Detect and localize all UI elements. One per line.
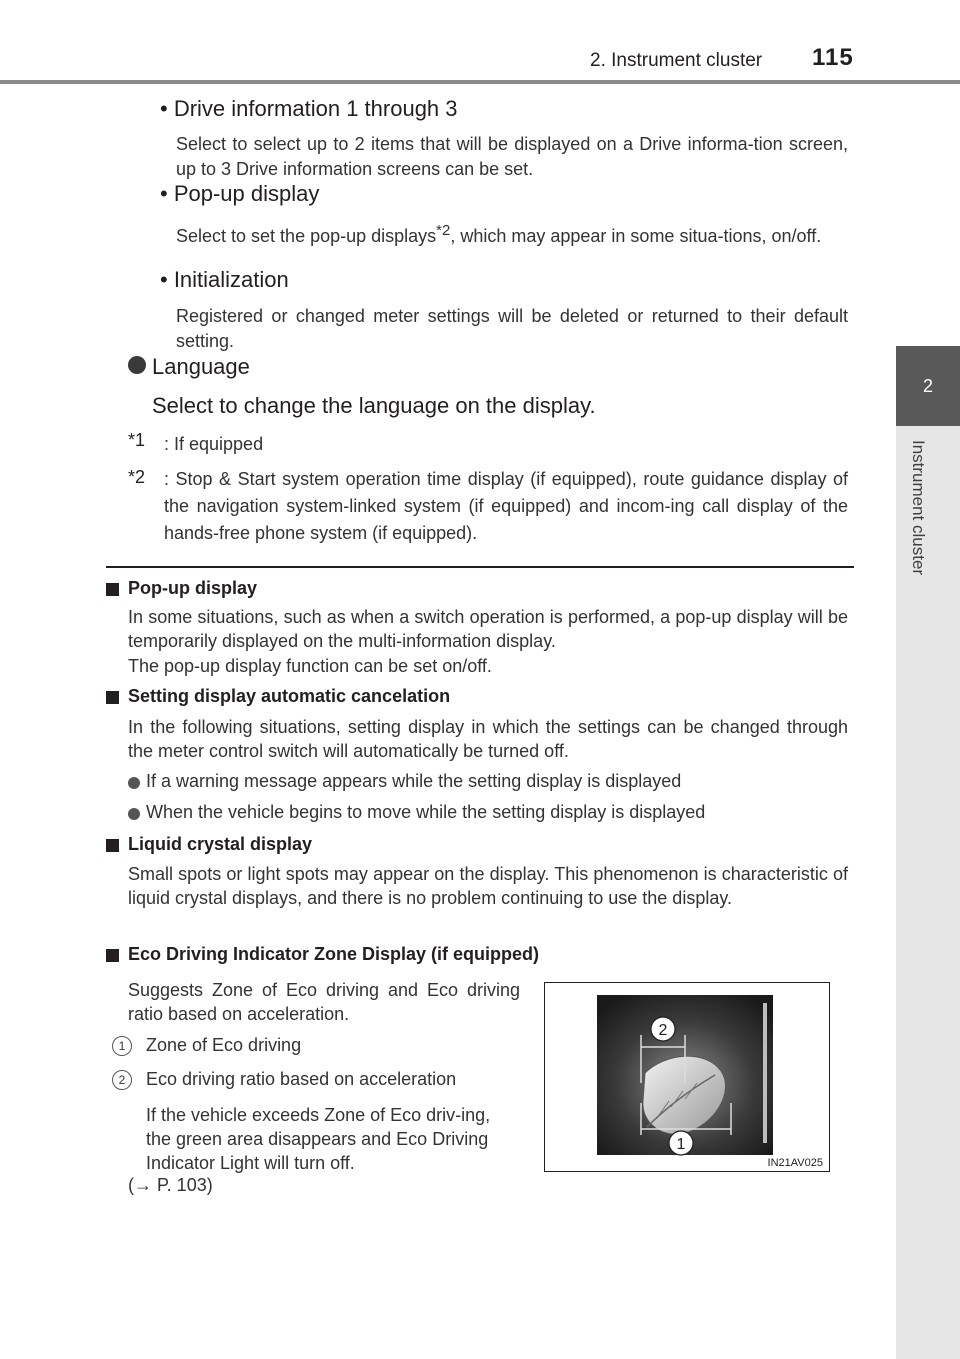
popup-text: In some situations, such as when a switch operation is performed, a pop-up display will be temporarily displayed on the multi-information display. — [128, 607, 848, 651]
footnote-text-2: : Stop & Start system operation time display (if equipped), route guidance display of the navigation system-linked system (if equipped) and incom-ing call display of the hands-free phone system (if equipped). — [164, 469, 848, 543]
cancel-text: In the following situations, setting display in which the settings can be changed through the meter control switch will automatically be turned off. — [128, 717, 848, 761]
eco-item-2: Eco driving ratio based on acceleration — [146, 1069, 457, 1089]
page-reference-link[interactable]: (→ P. 103) — [128, 1175, 213, 1195]
footnote-mark-2: *2 — [128, 467, 146, 487]
figure-id: IN21AV025 — [767, 1157, 823, 1169]
section-square — [106, 949, 119, 962]
lcd-text: Small spots or light spots may appear on the display. This phenomenon is characteristic of liquid crystal displays, and there is no problem continuing to use the display. — [128, 864, 848, 908]
callout-number-1: 1 — [112, 1036, 132, 1056]
footnote-text-1: : If equipped — [164, 434, 264, 454]
item-title-initialization: • Initialization — [160, 267, 289, 292]
heading-lcd: Liquid crystal display — [128, 834, 313, 854]
section-square — [106, 691, 119, 704]
callout-label-2: 2 — [658, 1022, 668, 1039]
header-rule — [0, 80, 960, 84]
page-number: 115 — [812, 44, 854, 71]
eco-text: Suggests Zone of Eco driving and Eco driving ratio based on acceleration. — [128, 980, 520, 1024]
eco-indicator-illustration — [545, 983, 829, 1171]
chapter-sidebar — [896, 426, 960, 1359]
cancel-bullet-1: If a warning message appears while the setting display is displayed — [146, 771, 682, 791]
section-title: 2. Instrument cluster — [590, 50, 763, 71]
language-desc: Select to change the language on the display. — [152, 393, 596, 418]
eco-item-1: Zone of Eco driving — [146, 1035, 302, 1055]
eco-note: If the vehicle exceeds Zone of Eco driv-ing, the green area disappears and Eco Driving Indicator Light will turn off. — [146, 1105, 491, 1173]
section-divider — [106, 566, 854, 568]
chapter-label: Instrument cluster — [909, 440, 928, 576]
sub-bullet — [128, 808, 140, 820]
language-title: Language — [152, 354, 250, 379]
heading-popup: Pop-up display — [128, 578, 258, 598]
callout-number-2: 2 — [112, 1070, 132, 1090]
cancel-bullet-2: When the vehicle begins to move while the setting display is displayed — [146, 802, 706, 822]
eco-indicator-figure — [544, 982, 830, 1172]
item-title-drive-info: • Drive information 1 through 3 — [160, 96, 458, 121]
popup-text2: The pop-up display function can be set on/off. — [128, 656, 492, 676]
section-square — [106, 839, 119, 852]
section-square — [106, 583, 119, 596]
footnote-mark-1: *1 — [128, 430, 146, 450]
heading-eco: Eco Driving Indicator Zone Display (if equipped) — [128, 944, 540, 964]
item-desc-drive-info: Select to select up to 2 items that will be displayed on a Drive informa-tion screen, up to 3 Drive information screens can be set. — [176, 134, 848, 179]
callout-label-1: 1 — [676, 1136, 686, 1153]
heading-cancel: Setting display automatic cancelation — [128, 686, 451, 706]
item-desc-initialization: Registered or changed meter settings will be deleted or returned to their default setting. — [176, 306, 848, 351]
item-title-popup: • Pop-up display — [160, 181, 320, 206]
bullet-dot — [128, 356, 146, 374]
chapter-tab: 2 — [896, 346, 960, 426]
item-desc-popup: Select to set the pop-up displays$^{*2}$, which may appear in some situa-tions, on/off. — [176, 222, 822, 246]
sub-bullet — [128, 777, 140, 789]
